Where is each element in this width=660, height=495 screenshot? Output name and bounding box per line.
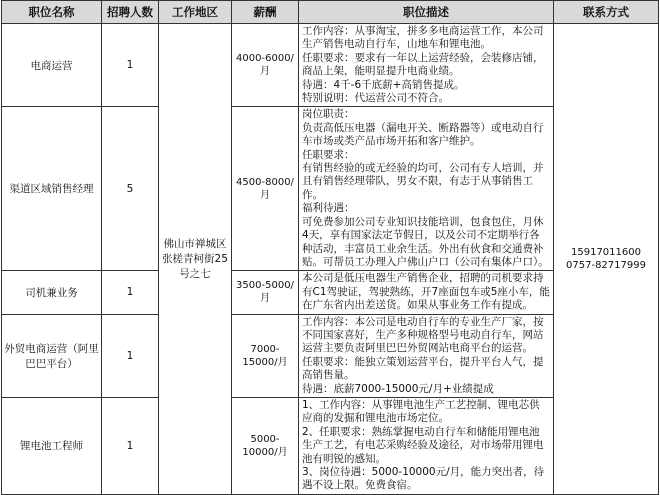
- job-count: 1: [102, 397, 159, 494]
- header-position: 职位名称: [2, 1, 102, 24]
- job-salary: 5000-10000/月: [232, 397, 299, 494]
- job-description: 1、工作内容：从事锂电池生产工艺控制、锂电芯供应商的发掘和锂电池市场定位。 2、任职要求：熟练掌握电动自行车和储能用锂电池生产工艺，有电芯采购经验及途径，对市场带用锂电池有明锐的感知。 3、岗位待遇：5000-10000元/月，能力突出者，待遇不设上限。免费食宿。: [299, 397, 554, 494]
- job-salary: 4500-8000/月: [232, 107, 299, 271]
- job-count: 1: [102, 314, 159, 397]
- job-description: 本公司是低压电器生产销售企业，招聘的司机要求持有C1驾驶证，驾驶熟练，开7座面包车或5座小车，能在广东省内出差送货。如果从事业务工作有提成。: [299, 271, 554, 314]
- header-contact: 联系方式: [554, 1, 659, 24]
- job-listing-table: [1, 0, 659, 495]
- job-salary: 7000-15000/月: [232, 314, 299, 397]
- contact-info: 15917011600 0757-82717999: [554, 24, 659, 495]
- header-description: 职位描述: [299, 1, 554, 24]
- job-count: 1: [102, 271, 159, 314]
- table-row: [2, 24, 659, 107]
- job-title: 电商运营: [2, 24, 102, 107]
- job-salary: 3500-5000/月: [232, 271, 299, 314]
- job-description: 工作内容：从事淘宝，拼多多电商运营工作，本公司生产销售电动自行车，山地车和锂电池。 任职要求：要求有一年以上运营经验，会装修店铺，商品上架，能明显提升电商业绩。 待遇：4千-6千底薪+高销售提成。 特别说明：代运营公司不符合。: [299, 24, 554, 107]
- job-title: 司机兼业务: [2, 271, 102, 314]
- work-location: 佛山市禅城区张槎青柯街25号之七: [159, 24, 232, 495]
- job-description: 岗位职责： 负责高低压电器（漏电开关、断路器等）或电动自行车市场或类产品市场开拓和客户维护。 任职要求： 有销售经验的或无经验的均可，公司有专人培训，并且有销售经理带队，男女不限，有志于从事销售工作。 福利待遇： 可免费参加公司专业知识技能培训，包食包住，月休4天，享有国家法定节假日，以及公司不定期举行各种活动，丰富员工业余生活。外出有伙食和交通费补贴。可帮员工办理入户佛山户口（公司有集体户口）。: [299, 107, 554, 271]
- job-title: 渠道区域销售经理: [2, 107, 102, 271]
- job-salary: 4000-6000/月: [232, 24, 299, 107]
- job-count: 1: [102, 24, 159, 107]
- job-description: 工作内容：本公司是电动自行车的专业生产厂家，按不同国家喜好，生产多种规格型号电动自行车，网站运营主要负责阿里巴巴外贸网站电商平台的运营。 任职要求：能独立策划运营平台，提升平台人气，提高销售量。 待遇：底薪7000-15000元/月+业绩提成: [299, 314, 554, 397]
- header-salary: 薪酬: [232, 1, 299, 24]
- header-row: [2, 1, 659, 24]
- job-count: 5: [102, 107, 159, 271]
- job-title: 外贸电商运营（阿里巴巴平台）: [2, 314, 102, 397]
- header-count: 招聘人数: [102, 1, 159, 24]
- header-location: 工作地区: [159, 1, 232, 24]
- job-title: 锂电池工程师: [2, 397, 102, 494]
